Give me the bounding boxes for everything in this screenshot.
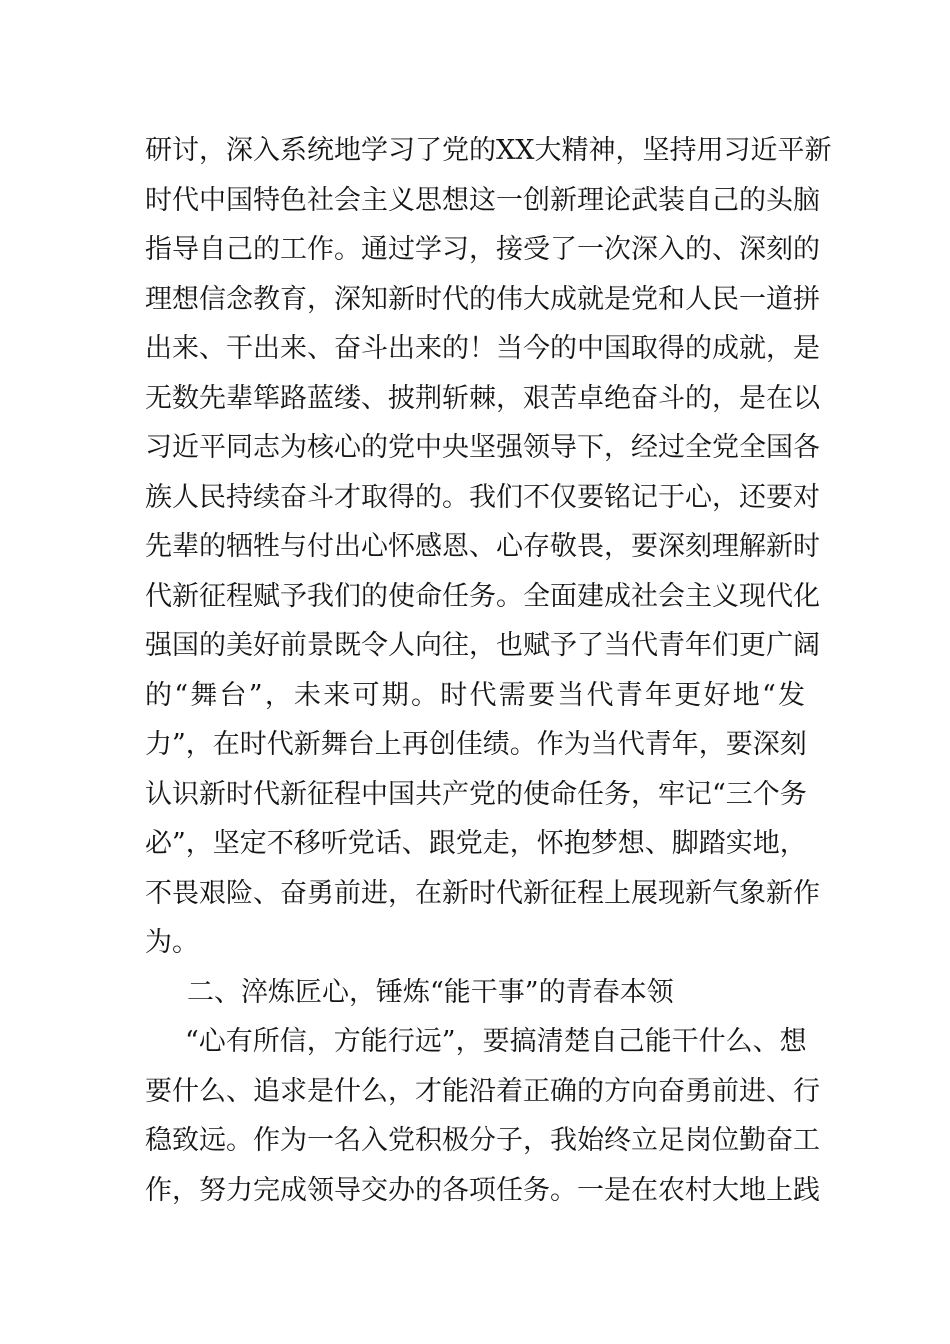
text-line: 认识新时代新征程中国共产党的使命任务，牢记“三个务: [145, 778, 807, 810]
text-line: “心有所信，方能行远”，要搞清楚自己能干什么、想: [185, 1026, 807, 1057]
text-line: 必”，坚定不移听党话、跟党走，怀抱梦想、脚踏实地，: [145, 828, 807, 859]
text-line: 指导自己的工作。通过学习，接受了一次深入的、深刻的: [145, 234, 820, 265]
text-line: 研讨，深入系统地学习了党的XX大精神，坚持用习近平新: [145, 135, 832, 166]
text-line: 无数先辈筚路蓝缕、披荆斩棘，艰苦卓绝奋斗的，是在以: [145, 382, 820, 414]
text-line: 代新征程赋予我们的使命任务。全面建成社会主义现代化: [145, 580, 820, 612]
body-text: [145, 126, 832, 1215]
text-line: 强国的美好前景既令人向往，也赋予了当代青年们更广阔: [145, 630, 820, 661]
text-line: 时代中国特色社会主义思想这一创新理论武装自己的头脑: [145, 184, 820, 216]
text-line: 作，努力完成领导交办的各项任务。一是在农村大地上践: [145, 1174, 820, 1206]
text-line: 力”，在时代新舞台上再创佳绩。作为当代青年，要深刻: [145, 729, 807, 760]
text-line: 要什么、追求是什么，才能沿着正确的方向奋勇前进、行: [145, 1075, 820, 1107]
text-line: 习近平同志为核心的党中央坚强领导下，经过全党全国各: [145, 432, 820, 463]
text-line: 稳致远。作为一名入党积极分子，我始终立足岗位勤奋工: [145, 1125, 820, 1156]
section-heading: 二、淬炼匠心，锤炼“能干事”的青春本领: [187, 976, 674, 1008]
text-line: 先辈的牺牲与付出心怀感恩、心存敬畏，要深刻理解新时: [145, 531, 820, 562]
text-line: 不畏艰险、奋勇前进，在新时代新征程上展现新气象新作: [145, 877, 820, 909]
text-line: 为。: [145, 927, 199, 958]
text-line: 族人民持续奋斗才取得的。我们不仅要铭记于心，还要对: [145, 481, 820, 513]
text-line: 出来、干出来、奋斗出来的！当今的中国取得的成就，是: [145, 333, 820, 364]
text-line: 理想信念教育，深知新时代的伟大成就是党和人民一道拼: [145, 283, 820, 315]
text-line: 的“舞台”，未来可期。时代需要当代青年更好地“发: [145, 679, 805, 711]
